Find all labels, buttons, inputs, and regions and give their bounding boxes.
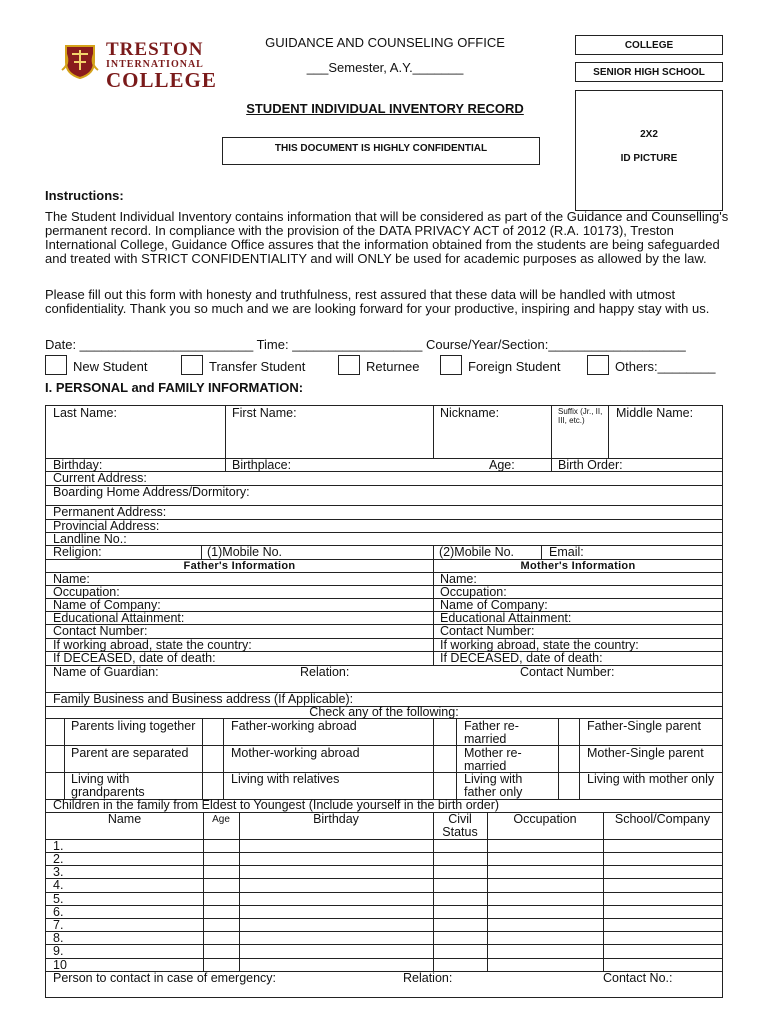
opt-mother-remarried: Mother re-married: [464, 746, 522, 773]
father-deceased-label: If DECEASED, date of death:: [53, 651, 216, 665]
transfer-student-checkbox[interactable]: [181, 355, 203, 375]
instructions-para-1: The Student Individual Inventory contains information that will be considered as part of the Guidance and Counselling's permanent record. In compliance with the provision of the DATA PRIVACY ACT of 2012 (R.A. 10173), Treston International College, Guidance Office assures that the information obtained from the students are being safeguarded and treated with STRICT CONFIDENTIALITY and will ONLY be used for academic purposes as allowed by the law.: [45, 209, 729, 266]
mother-education-label: Educational Attainment:: [440, 611, 572, 625]
father-name-label: Name:: [53, 572, 90, 586]
middle-name-label: Middle Name:: [616, 406, 694, 420]
check-cell-father-single[interactable]: [560, 719, 578, 744]
logo-line1: TRESTON: [106, 39, 204, 60]
children-birthday-header: Birthday: [313, 812, 359, 826]
student-type-options: [45, 355, 735, 377]
photo-label: ID PICTURE: [620, 153, 678, 164]
form-title: STUDENT INDIVIDUAL INVENTORY RECORD: [246, 101, 524, 116]
children-name-header: Name: [107, 812, 142, 826]
guardian-contact-label: Contact Number:: [520, 665, 615, 679]
college-box[interactable]: COLLEGE: [575, 35, 723, 55]
check-cell-relatives[interactable]: [204, 773, 222, 798]
new-student-label: New Student: [73, 359, 148, 374]
logo-line3: COLLEGE: [106, 68, 217, 92]
father-contact-label: Contact Number:: [53, 624, 148, 638]
opt-mother-single: Mother-Single parent: [587, 746, 704, 760]
opt-parents-together: Parents living together: [71, 719, 196, 733]
child-row-4[interactable]: 4.: [53, 878, 64, 892]
confidential-banner: THIS DOCUMENT IS HIGHLY CONFIDENTIAL: [222, 137, 540, 165]
first-name-label: First Name:: [232, 406, 297, 420]
child-row-1[interactable]: 1.: [53, 839, 64, 853]
landline-label: Landline No.:: [53, 532, 127, 546]
mother-deceased-label: If DECEASED, date of death:: [440, 651, 603, 665]
instructions-para-2: Please fill out this form with honesty and truthfulness, rest assured that these data will be handled with utmost confidentiality. Thank you so much and we are looking forward for your productive, inspiring and happy stay with us.: [45, 287, 710, 316]
check-cell-parents-together[interactable]: [47, 719, 63, 744]
guardian-relation-label: Relation:: [300, 665, 350, 679]
college-logo: [60, 39, 217, 92]
mobile1-label: (1)Mobile No.: [207, 545, 283, 559]
family-business-label: Family Business and Business address (If Applicable):: [53, 692, 354, 706]
nickname-label: Nickname:: [440, 406, 500, 420]
emergency-number-label: Contact No.:: [603, 971, 673, 985]
returnee-label: Returnee: [366, 359, 420, 374]
senior-high-box[interactable]: SENIOR HIGH SCHOOL: [575, 62, 723, 82]
email-label: Email:: [549, 545, 584, 559]
mother-occupation-label: Occupation:: [440, 585, 507, 599]
provincial-address-label: Provincial Address:: [53, 519, 160, 533]
others-label: Others:________: [615, 359, 716, 374]
opt-father-only: Living with father only: [464, 772, 523, 799]
birthday-label: Birthday:: [53, 458, 103, 472]
date-time-course-line[interactable]: Date: ________________________ Time: __________________ Course/Year/Section:___________________: [45, 337, 686, 352]
returnee-checkbox[interactable]: [338, 355, 360, 375]
birthplace-label: Birthplace:: [232, 458, 292, 472]
father-info-header: Father's Information: [183, 560, 296, 572]
check-cell-father-remarried[interactable]: [435, 719, 455, 744]
opt-grandparents: Living with grandparents: [71, 772, 145, 799]
new-student-checkbox[interactable]: [45, 355, 67, 375]
child-row-2[interactable]: 2.: [53, 852, 64, 866]
father-abroad-label: If working abroad, state the country:: [53, 638, 252, 652]
check-cell-parents-separated[interactable]: [47, 746, 63, 771]
child-row-5[interactable]: 5.: [53, 892, 64, 906]
mother-company-label: Name of Company:: [440, 598, 548, 612]
check-cell-mother-only[interactable]: [560, 773, 578, 798]
transfer-student-label: Transfer Student: [209, 359, 306, 374]
section-personal-family: I. PERSONAL and FAMILY INFORMATION:: [45, 380, 304, 395]
instructions-heading: Instructions:: [45, 188, 124, 203]
father-education-label: Educational Attainment:: [53, 611, 185, 625]
opt-mother-only: Living with mother only: [587, 772, 715, 786]
children-civil-header: Civil Status: [442, 812, 478, 839]
check-cell-mother-remarried[interactable]: [435, 746, 455, 771]
children-note: Children in the family from Eldest to Youngest (Include yourself in the birth order): [53, 798, 500, 812]
child-row-8[interactable]: 8.: [53, 931, 64, 945]
check-cell-grandparents[interactable]: [47, 773, 63, 798]
child-row-9[interactable]: 9.: [53, 944, 64, 958]
opt-mother-abroad: Mother-working abroad: [231, 746, 360, 760]
suffix-label: Suffix (Jr., II, III, etc.): [558, 407, 603, 425]
child-row-10[interactable]: 10: [53, 958, 67, 972]
foreign-student-label: Foreign Student: [468, 359, 561, 374]
check-any-label: Check any of the following:: [309, 705, 459, 719]
check-cell-father-only[interactable]: [435, 773, 455, 798]
current-address-label: Current Address:: [53, 471, 147, 485]
photo-size-label: 2X2: [640, 129, 658, 140]
father-occupation-label: Occupation:: [53, 585, 120, 599]
personal-family-table: [45, 405, 723, 998]
birth-order-label: Birth Order:: [558, 458, 623, 472]
semester-field[interactable]: ___Semester, A.Y._______: [306, 60, 464, 75]
child-row-6[interactable]: 6.: [53, 905, 64, 919]
check-cell-mother-single[interactable]: [560, 746, 578, 771]
mother-contact-label: Contact Number:: [440, 624, 535, 638]
mother-name-label: Name:: [440, 572, 477, 586]
mother-abroad-label: If working abroad, state the country:: [440, 638, 639, 652]
others-checkbox[interactable]: [587, 355, 609, 375]
opt-relatives: Living with relatives: [231, 772, 340, 786]
id-picture-box[interactable]: [575, 90, 723, 211]
mobile2-label: (2)Mobile No.: [439, 545, 515, 559]
guardian-label: Name of Guardian:: [53, 665, 159, 679]
last-name-label: Last Name:: [53, 406, 117, 420]
mother-info-header: Mother's Information: [520, 560, 636, 572]
opt-father-single: Father-Single parent: [587, 719, 701, 733]
foreign-student-checkbox[interactable]: [440, 355, 462, 375]
opt-father-remarried: Father re-married: [464, 719, 519, 746]
check-cell-mother-abroad[interactable]: [204, 746, 222, 771]
permanent-address-label: Permanent Address:: [53, 505, 167, 519]
crest-icon: [60, 40, 100, 80]
emergency-relation-label: Relation:: [403, 971, 453, 985]
child-row-7[interactable]: 7.: [53, 918, 64, 932]
children-age-header: Age: [212, 814, 230, 825]
age-label: Age:: [489, 458, 515, 472]
religion-label: Religion:: [53, 545, 102, 559]
boarding-address-label: Boarding Home Address/Dormitory:: [53, 485, 250, 499]
children-occupation-header: Occupation: [513, 812, 577, 826]
father-company-label: Name of Company:: [53, 598, 161, 612]
emergency-contact-label: Person to contact in case of emergency:: [53, 971, 277, 985]
office-name: GUIDANCE AND COUNSELING OFFICE: [265, 35, 505, 50]
child-row-3[interactable]: 3.: [53, 865, 64, 879]
logo-line2: INTERNATIONAL: [106, 59, 204, 70]
opt-father-abroad: Father-working abroad: [231, 719, 357, 733]
opt-parents-separated: Parent are separated: [71, 746, 189, 760]
check-cell-father-abroad[interactable]: [204, 719, 222, 744]
children-school-header: School/Company: [614, 812, 711, 826]
